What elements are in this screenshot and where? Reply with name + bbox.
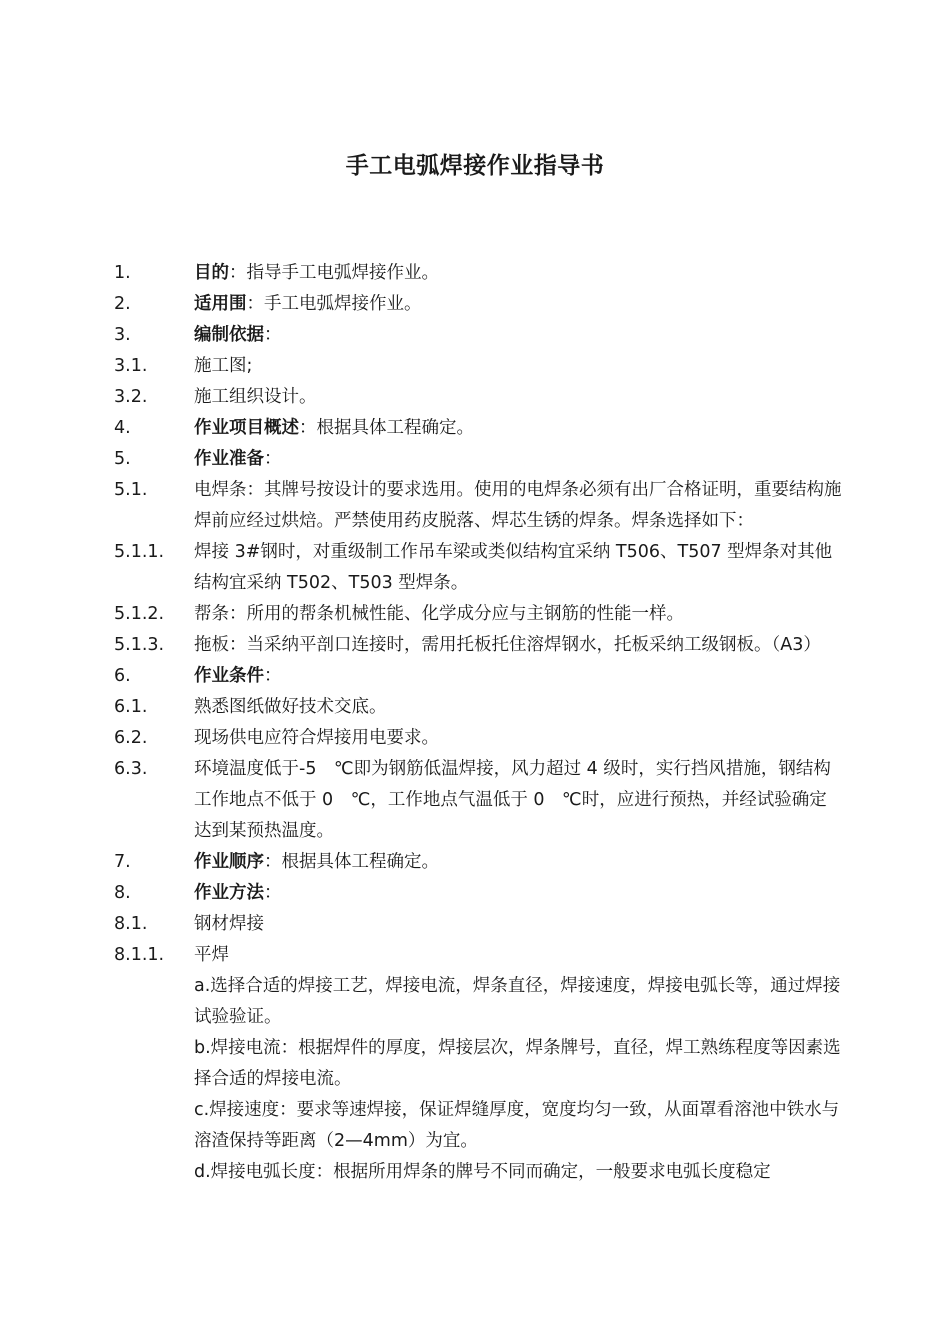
item-number: 3.1.: [114, 356, 148, 376]
section-5: [114, 444, 844, 475]
item-number: 3.: [114, 325, 131, 345]
item-text: 平焊: [194, 945, 229, 965]
item-number: 4.: [114, 418, 131, 438]
section-3: [114, 320, 844, 351]
item-text: ：根据具体工程确定。: [264, 852, 439, 872]
item-text: 施工图;: [194, 356, 253, 376]
paragraph-a: [114, 971, 844, 1033]
item-text: b.焊接电流：根据焊件的厚度，焊接层次，焊条牌号，直径，焊工熟练程度等因素选择合适的焊接电流。: [194, 1038, 841, 1089]
section-3-2: [114, 382, 844, 413]
item-number: [114, 1033, 194, 1095]
item-heading: 作业条件: [194, 666, 264, 686]
item-number: 3.2.: [114, 387, 148, 407]
item-number: 1.: [114, 263, 131, 283]
item-text: 电焊条：其牌号按设计的要求选用。使用的电焊条必须有出厂合格证明，重要结构施焊前应经过烘焙。严禁使用药皮脱落、焊芯生锈的焊条。焊条选择如下：: [194, 480, 842, 531]
item-number: 7.: [114, 852, 131, 872]
item-number: 8.1.1.: [114, 945, 165, 965]
item-text: 拖板：当采纳平剖口连接时，需用托板托住溶焊钢水，托板采纳工级钢板。（A3）: [194, 635, 821, 655]
section-6-2: [114, 723, 844, 754]
item-number: 5.1.1.: [114, 542, 165, 562]
item-text: 环境温度低于-5 ℃即为钢筋低温焊接，风力超过 4 级时，实行挡风措施，钢结构工作地点不低于 0 ℃，工作地点气温低于 0 ℃时，应进行预热，并经试验确定达到某预热温度。: [194, 759, 831, 841]
item-heading: 编制依据: [194, 325, 264, 345]
item-text: ：指导手工电弧焊接作业。: [229, 263, 439, 283]
item-text: 施工组织设计。: [194, 387, 317, 407]
section-4: [114, 413, 844, 444]
item-number: 5.: [114, 449, 131, 469]
item-number: [114, 1157, 194, 1188]
item-text: d.焊接电弧长度：根据所用焊条的牌号不同而确定，一般要求电弧长度稳定: [194, 1162, 771, 1182]
item-number: 2.: [114, 294, 131, 314]
item-heading: 适用围: [194, 294, 247, 314]
section-6-3: [114, 754, 844, 847]
section-5-1: [114, 475, 844, 537]
item-number: 6.3.: [114, 759, 148, 779]
section-2: [114, 289, 844, 320]
item-number: 6.: [114, 666, 131, 686]
item-text: 钢材焊接: [194, 914, 264, 934]
item-heading: 作业准备: [194, 449, 264, 469]
item-text: a.选择合适的焊接工艺，焊接电流，焊条直径，焊接速度，焊接电弧长等，通过焊接试验验证。: [194, 976, 841, 1027]
item-number: 6.2.: [114, 728, 148, 748]
item-heading: 作业方法: [194, 883, 264, 903]
item-number: 5.1.: [114, 480, 148, 500]
item-number: 8.: [114, 883, 131, 903]
item-text: ：: [264, 883, 282, 903]
item-text: ：: [264, 325, 282, 345]
section-7: [114, 847, 844, 878]
item-heading: 作业顺序: [194, 852, 264, 872]
section-1: [114, 258, 844, 289]
section-5-1-2: [114, 599, 844, 630]
item-number: 5.1.2.: [114, 604, 165, 624]
paragraph-b: [114, 1033, 844, 1095]
item-text: 熟悉图纸做好技术交底。: [194, 697, 387, 717]
item-text: ：根据具体工程确定。: [299, 418, 474, 438]
item-number: [114, 1095, 194, 1157]
paragraph-c: [114, 1095, 844, 1157]
section-3-1: [114, 351, 844, 382]
document-title: 手工电弧焊接作业指导书: [345, 153, 605, 179]
document-body: [114, 258, 844, 1188]
paragraph-d: [114, 1157, 844, 1188]
item-heading: 作业项目概述: [194, 418, 299, 438]
section-8-1-1: [114, 940, 844, 971]
item-text: ：: [264, 666, 282, 686]
item-number: 6.1.: [114, 697, 148, 717]
item-text: ：: [264, 449, 282, 469]
item-text: ：手工电弧焊接作业。: [246, 294, 422, 314]
item-text: 帮条：所用的帮条机械性能、化学成分应与主钢筋的性能一样。: [194, 604, 684, 624]
item-text: 现场供电应符合焊接用电要求。: [194, 728, 439, 748]
item-heading: 目的: [194, 263, 229, 283]
item-text: 焊接 3#钢时，对重级制工作吊车梁或类似结构宜采纳 T506、T507 型焊条对其他结构宜采纳 T502、T503 型焊条。: [194, 542, 833, 593]
item-number: 5.1.3.: [114, 635, 165, 655]
item-number: 8.1.: [114, 914, 148, 934]
section-6: [114, 661, 844, 692]
section-5-1-3: [114, 630, 844, 661]
item-text: c.焊接速度：要求等速焊接，保证焊缝厚度，宽度均匀一致，从面罩看溶池中铁水与溶渣保持等距离（2—4mm）为宜。: [194, 1100, 840, 1151]
section-8: [114, 878, 844, 909]
item-number: [114, 971, 194, 1033]
section-5-1-1: [114, 537, 844, 599]
section-6-1: [114, 692, 844, 723]
section-8-1: [114, 909, 844, 940]
